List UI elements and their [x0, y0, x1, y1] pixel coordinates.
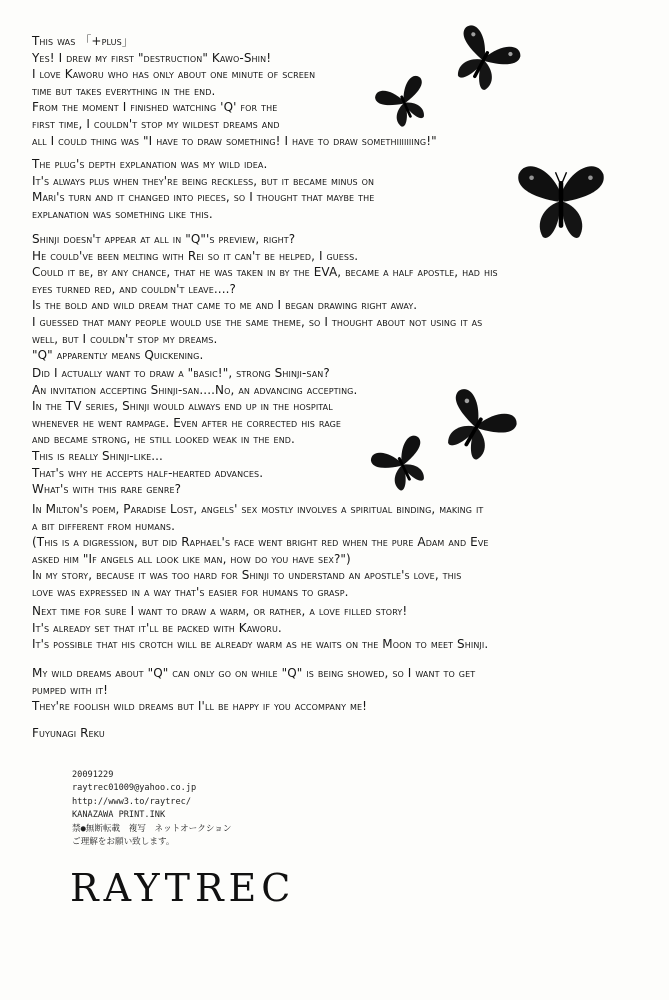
- butterfly-icon: [368, 74, 440, 130]
- text-line: asked him "If angels all look like man, how do you have sex?"): [32, 551, 351, 566]
- paragraph-next-time: [32, 603, 488, 653]
- colophon-printer: KANAZAWA PRINT.INK: [72, 810, 166, 821]
- text-line: It's already set that it'll be packed with Kaworu.: [32, 620, 282, 635]
- text-line: love was expressed in a way that's easier for humans to grasp.: [32, 584, 349, 599]
- text-line: eyes turned red, and couldn't leave....?: [32, 281, 237, 296]
- colophon-email: raytrec01009@yahoo.co.jp: [72, 783, 197, 794]
- paragraph-shinji-preview: [32, 231, 498, 364]
- butterfly-icon: [366, 434, 438, 494]
- text-line: It's possible that his crotch will be already warm as he waits on the Moon to meet Shinji.: [32, 637, 489, 652]
- paragraph-milton: [32, 501, 489, 601]
- text-line: first time, I couldn't stop my wildest dreams and: [32, 116, 280, 131]
- colophon: [72, 769, 231, 849]
- colophon-notice-2: ご理解をお願い致します。: [72, 837, 175, 848]
- text-line: What's with this rare genre?: [32, 482, 182, 497]
- butterfly-icon: [442, 24, 526, 94]
- text-line: In my story, because it was too hard for Shinji to understand an apostle's love, this: [32, 568, 462, 583]
- colophon-url: http://www3.to/raytrec/: [72, 796, 191, 807]
- butterfly-icon: [432, 388, 522, 464]
- text-line: That's why he accepts half-hearted advances.: [32, 465, 264, 480]
- text-line: This is really Shinji-like...: [32, 448, 163, 463]
- text-line: (This is a digression, but did Raphael's face went bright red when the pure Adam and Eve: [32, 535, 489, 550]
- text-line: Mari's turn and it changed into pieces, so I thought that maybe the: [32, 190, 375, 205]
- text-line: Did I actually want to draw a "basic!", strong Shinji-san?: [32, 366, 330, 380]
- paragraph-wild-dreams: [32, 665, 475, 715]
- circle-logo: RAYTREC: [70, 866, 296, 910]
- text-line: It's always plus when they're being reckless, but it became minus on: [32, 173, 375, 188]
- text-line: From the moment I finished watching 'Q' for the: [32, 100, 278, 115]
- text-line: Shinji doesn't appear at all in "Q"'s preview, right?: [32, 232, 296, 246]
- text-line: This was 「+plus」: [32, 34, 134, 48]
- text-line: In the TV series, Shinji would always end up in the hospital: [32, 399, 333, 414]
- text-line: In Milton's poem, Paradise Lost, angels' sex mostly involves a spiritual binding, making it: [32, 502, 484, 516]
- text-line: whenever he went rampage. Even after he corrected his rage: [32, 415, 342, 430]
- text-line: They're foolish wild dreams but I'll be happy if you accompany me!: [32, 699, 368, 714]
- text-line: a bit different from humans.: [32, 518, 176, 533]
- text-line: Next time for sure I want to draw a warm, or rather, a love filled story!: [32, 604, 408, 618]
- paragraph-plug-depth: [32, 156, 374, 222]
- author-signature: Fuyunagi Reku: [32, 726, 105, 740]
- text-line: explanation was something like this.: [32, 206, 213, 221]
- text-line: He could've been melting with Rei so it can't be helped, I guess.: [32, 248, 359, 263]
- text-line: I guessed that many people would use the same theme, so I thought about not using it as: [32, 314, 483, 329]
- text-line: time but takes everything in the end.: [32, 83, 216, 98]
- text-line: pumped with it!: [32, 682, 108, 697]
- text-line: An invitation accepting Shinji-san....No, an advancing accepting.: [32, 382, 358, 397]
- colophon-date: 20091229: [72, 770, 114, 780]
- text-line: all I could thing was "I have to draw something! I have to draw somethiiiiiiing!": [32, 133, 437, 148]
- text-line: My wild dreams about "Q" can only go on while "Q" is being showed, so I want to get: [32, 666, 476, 680]
- text-line: Could it be, by any chance, that he was taken in by the EVA, became a half apostle, had his: [32, 265, 498, 280]
- text-line: The plug's depth explanation was my wild idea.: [32, 157, 268, 171]
- text-line: well, but I couldn't stop my dreams.: [32, 331, 218, 346]
- text-line: Is the bold and wild dream that came to me and I began drawing right away.: [32, 298, 418, 313]
- colophon-notice: 禁●無断転載 複写 ネットオークション: [72, 823, 232, 834]
- paragraph-strong-shinji: [32, 365, 357, 498]
- text-line: "Q" apparently means Quickening.: [32, 348, 204, 363]
- text-line: and became strong, he still looked weak in the end.: [32, 432, 295, 447]
- text-line: I love Kaworu who has only about one minute of screen: [32, 67, 316, 82]
- butterfly-icon: [506, 152, 616, 244]
- text-line: Yes! I drew my first "destruction" Kawo-Shin!: [32, 50, 272, 65]
